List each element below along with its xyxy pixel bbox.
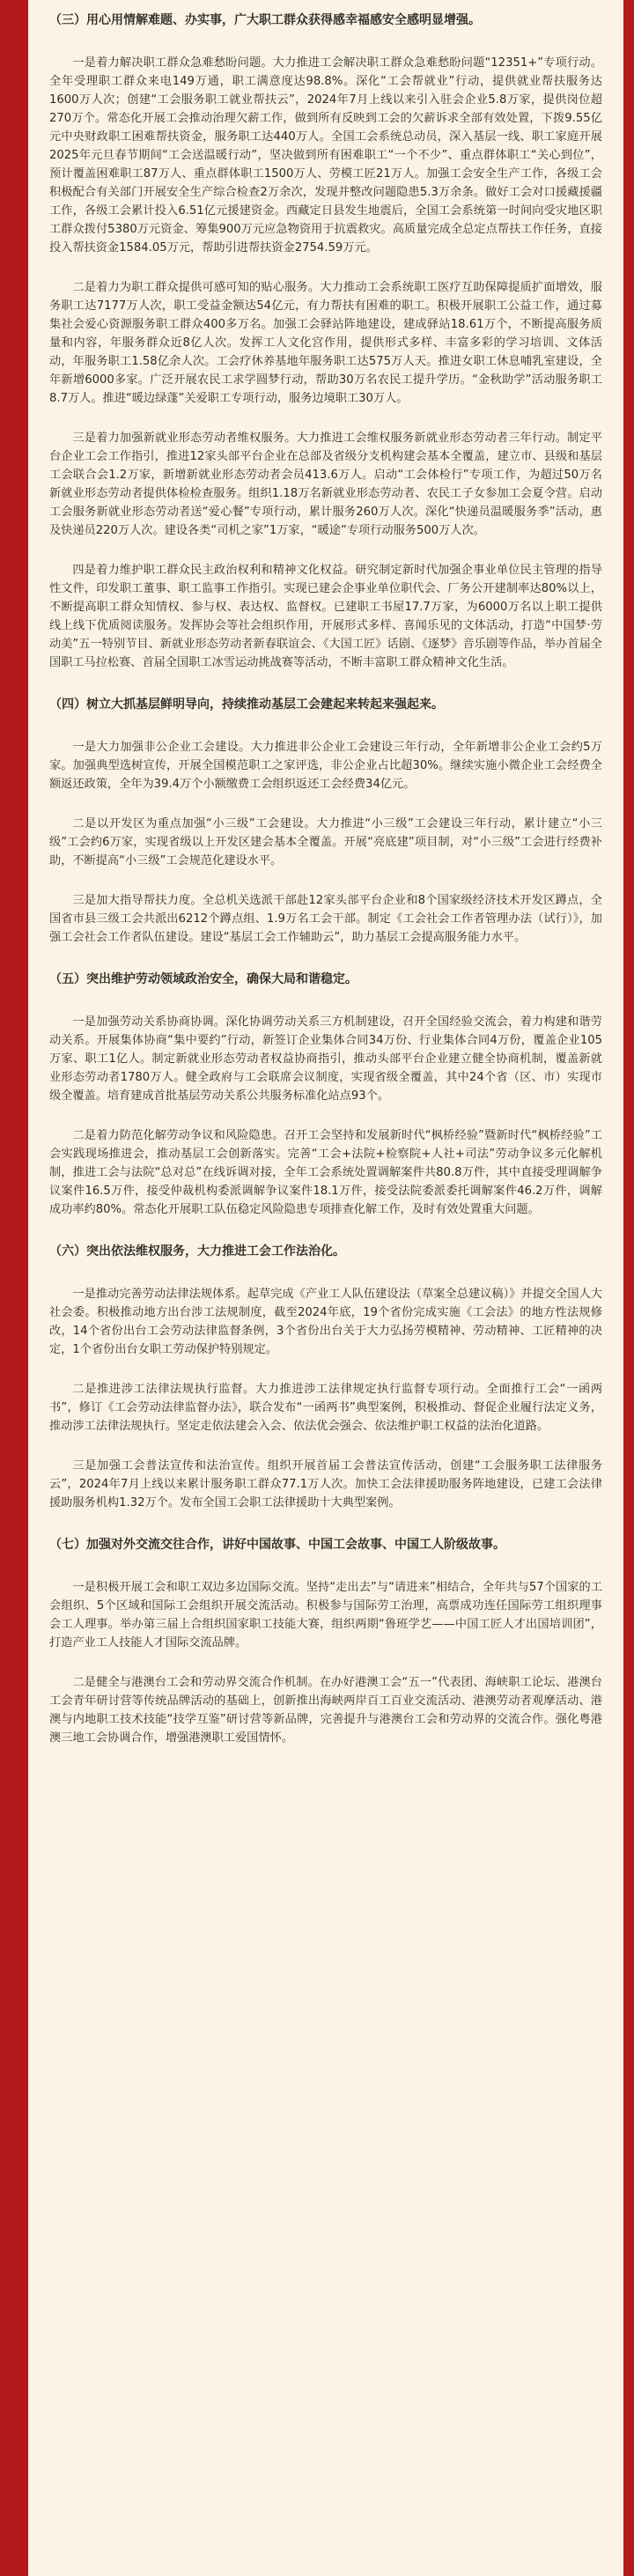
paragraph: 一是着力解决职工群众急难愁盼问题。大力推进工会解决职工群众急难愁盼问题“12351+”专项行动。全年受理职工群众来电149万通，职工满意度达98.8%。深化“工会帮就业”行动，提供就业帮扶服务达1600万人次；创建“工会服务职工就业帮扶云”，2024年7月上线以来引入驻会企业5.8万家，提供岗位超270万个。常态化开展工会推动治理欠薪工作，做到所有反映到工会的欠薪诉求全部有效处置，下拨9.55亿元中央财政职工困难帮扶资金，服务职工达440万人。全国工会系统总动员，深入基层一线、职工家庭开展2025年元旦春节期间“工会送温暖行动”，坚决做到所有困难职工“一个不少”、重点群体职工“关心到位”，预计覆盖困难职工87万人、重点群体职工1500万人、劳模工匠21万人。加强工会安全生产工作，各级工会积极配合有关部门开展安全生产综合检查2万余次，发现并整改问题隐患5.3万余条。做好工会对口援藏援疆工作，各级工会累计投入6.51亿元援建资金。西藏定日县发生地震后，全国工会系统第一时间向受灾地区职工群众拨付5380万元资金、筹集900万元应急物资用于抗震救灾。高质量完成全总定点帮扶工作任务，直接投入帮扶资金1584.05万元，帮助引进帮扶资金2754.59万元。 [49, 56, 602, 255]
section-5 [49, 968, 602, 1219]
section-heading: （三）用心用情解难题、办实事，广大职工群众获得感幸福感安全感明显增强。 [49, 13, 481, 27]
section-heading: （六）突出依法维权服务，大力推进工会工作法治化。 [49, 1244, 345, 1258]
section-3 [49, 9, 602, 672]
section-6 [49, 1240, 602, 1512]
paragraph: 二是着力防范化解劳动争议和风险隐患。召开工会坚持和发展新时代“枫桥经验”暨新时代“枫桥经验”工会实践现场推进会，推动基层工会创新落实。完善“工会+法院+检察院+人社+司法”劳动争议多元化解机制，推进工会与法院“总对总”在线诉调对接，全年工会系统处置调解案件共80.8万件，其中直接受理调解争议案件16.5万件，接受仲裁机构委派调解争议案件18.1万件，接受法院委派委托调解案件46.2万件，调解成功率约80%。常态化开展职工队伍稳定风险隐患专项排查化解工作，及时有效处置重大问题。 [49, 1129, 602, 1216]
paragraph: 四是着力维护职工群众民主政治权利和精神文化权益。研究制定新时代加强企事业单位民主管理的指导性文件，印发职工董事、职工监事工作指引。实现已建会企事业单位职代会、厂务公开建制率达80%以上，不断提高职工群众知情权、参与权、表达权、监督权。已建职工书屋17.7万家，为6000万名以上职工提供线上线下优质阅读服务。发挥协会等社会组织作用，开展形式多样、喜闻乐见的文体活动，打造“中国梦·劳动美”五一特别节目、新就业形态劳动者新春联谊会、《大国工匠》话剧、《逐梦》音乐剧等作品，举办首届全国职工马拉松赛、首届全国职工冰雪运动挑战赛等活动，不断丰富职工群众精神文化生活。 [49, 564, 602, 669]
section-heading: （七）加强对外交流交往合作，讲好中国故事、中国工会故事、中国工人阶级故事。 [49, 1538, 505, 1552]
document-content [28, 0, 623, 1747]
paragraph: 三是加强工会普法宣传和法治宣传。组织开展首届工会普法宣传活动，创建“工会服务职工法律服务云”，2024年7月上线以来累计服务职工群众77.1万人次。加快工会法律援助服务阵地建设，已建工会法律援助服务机构1.32万个。发布全国工会职工法律援助十大典型案例。 [49, 1459, 602, 1509]
paragraph: 一是加强劳动关系协商协调。深化协调劳动关系三方机制建设，召开全国经验交流会，着力构建和谐劳动关系。开展集体协商“集中要约”行动，新签订企业集体合同34万份、行业集体合同4万份，覆盖企业105万家、职工1亿人。制定新就业形态劳动者权益协商指引，推动头部平台企业建立健全协商机制，覆盖新就业形态劳动者1780万人。健全政府与工会联席会议制度，实现省级全覆盖，其中24个省（区、市）实现市级全覆盖。培育建成首批基层劳动关系公共服务标准化站点93个。 [49, 1015, 602, 1103]
paragraph: 一是积极开展工会和职工双边多边国际交流。坚持“走出去”与“请进来”相结合，全年共与57个国家的工会组织、5个区域和国际工会组织开展交流活动。积极参与国际劳工治理，高票成功连任国际劳工组织理事会工人理事。举办第三届上合组织国家职工技能大赛，组织两期“鲁班学艺——中国工匠人才出国培训团”，打造产业工人技能人才国际交流品牌。 [49, 1581, 602, 1650]
section-heading: （四）树立大抓基层鲜明导向，持续推动基层工会建起来转起来强起来。 [49, 698, 444, 712]
section-heading: （五）突出维护劳动领域政治安全，确保大局和谐稳定。 [49, 972, 358, 986]
paragraph: 二是着力为职工群众提供可感可知的贴心服务。大力推动工会系统职工医疗互助保障提质扩面增效，服务职工达7177万人次，职工受益金额达54亿元，有力帮扶有困难的职工。积极开展职工公益工作，通过募集社会爱心资源服务职工群众400多万名。加强工会驿站阵地建设，建成驿站18.61万个，不断提高服务质量和内容，年服务群众近8亿人次。发挥工人文化宫作用，提供形式多样、丰富多彩的学习培训、文体活动，年服务职工1.58亿余人次。工会疗休养基地年服务职工达575万人天。推进女职工休息哺乳室建设，全年新增6000多家。广泛开展农民工求学圆梦行动，帮助30万名农民工提升学历。“金秋助学”活动服务职工8.7万人。推进“暖边绿蓬”关爱职工专项行动，服务边境职工30万人。 [49, 281, 602, 405]
page-frame [9, 0, 625, 2576]
paragraph: 二是以开发区为重点加强“小三级”工会建设。大力推进“小三级”工会建设三年行动，累计建立“小三级”工会约6万家，实现省级以上开发区建会基本全覆盖。开展“亮底建”项目制，对“小三级”工会进行经费补助，不断提高“小三级”工会规范化建设水平。 [49, 817, 602, 867]
paragraph: 二是推进涉工法律法规执行监督。大力推进涉工法律规定执行监督专项行动。全面推行工会“一函两书”，修订《工会劳动法律监督办法》，联合发布“一函两书”典型案例，积极推动、督促企业履行法定义务，推动涉工法律法规执行。坚定走依法建会入会、依法优会强会、依法维护职工权益的法治化道路。 [49, 1383, 602, 1433]
document-page [28, 0, 623, 2576]
paragraph: 一是大力加强非公企业工会建设。大力推进非公企业工会建设三年行动，全年新增非公企业工会约5万家。加强典型选树宣传，开展全国模范职工之家评选，非公企业占比超30%。继续实施小微企业工会经费全额返还政策，全年为39.4万个小额缴费工会组织返还工会经费34亿元。 [49, 741, 602, 791]
section-4 [49, 693, 602, 947]
paragraph: 二是健全与港澳台工会和劳动界交流合作机制。在办好港澳工会“五一”代表团、海峡职工论坛、港澳台工会青年研讨营等传统品牌活动的基础上，创新推出海峡两岸百工百业交流活动、港澳劳动者观摩活动、港澳与内地职工技术技能“技学互鉴”研讨营等新品牌，完善提升与港澳台工会和劳动界的交流合作。强化粤港澳三地工会协调合作，增强港澳职工爱国情怀。 [49, 1676, 602, 1745]
section-7 [49, 1533, 602, 1747]
paragraph: 三是加大指导帮扶力度。全总机关选派干部赴12家头部平台企业和8个国家级经济技术开发区蹲点，全国省市县三级工会共派出6212个蹲点组、1.9万名工会干部。制定《工会社会工作者管理办法（试行）》，加强工会社会工作者队伍建设。建设“基层工会工作辅助云”，助力基层工会提高服务能力水平。 [49, 894, 602, 944]
paragraph: 一是推动完善劳动法律法规体系。起草完成《产业工人队伍建设法（草案全总建议稿）》并提交全国人大社会委。积极推动地方出台涉工法规制度，截至2024年底，19个省份完成实施《工会法》的地方性法规修改，14个省份出台工会劳动法律监督条例，3个省份出台关于大力弘扬劳模精神、劳动精神、工匠精神的决定，1个省份出台女职工劳动保护特别规定。 [49, 1288, 602, 1356]
paragraph: 三是着力加强新就业形态劳动者维权服务。大力推进工会维权服务新就业形态劳动者三年行动。制定平台企业工会工作指引，推进12家头部平台企业在总部及省级分支机构建会基本全覆盖，建立市、县级和基层工会联合会1.2万家，新增新就业形态劳动者会员413.6万人。启动“工会体检行”专项工作，为超过50万名新就业形态劳动者提供体检检查服务。组织1.18万名新就业形态劳动者、农民工子女参加工会夏令营。启动工会服务新就业形态劳动者送“爱心餐”专项行动，累计服务260万人次。深化“快递员温暖服务季”活动，惠及快递员220万人次。建设各类“司机之家”1万家，“暖途”专项行动服务500万人次。 [49, 432, 602, 537]
